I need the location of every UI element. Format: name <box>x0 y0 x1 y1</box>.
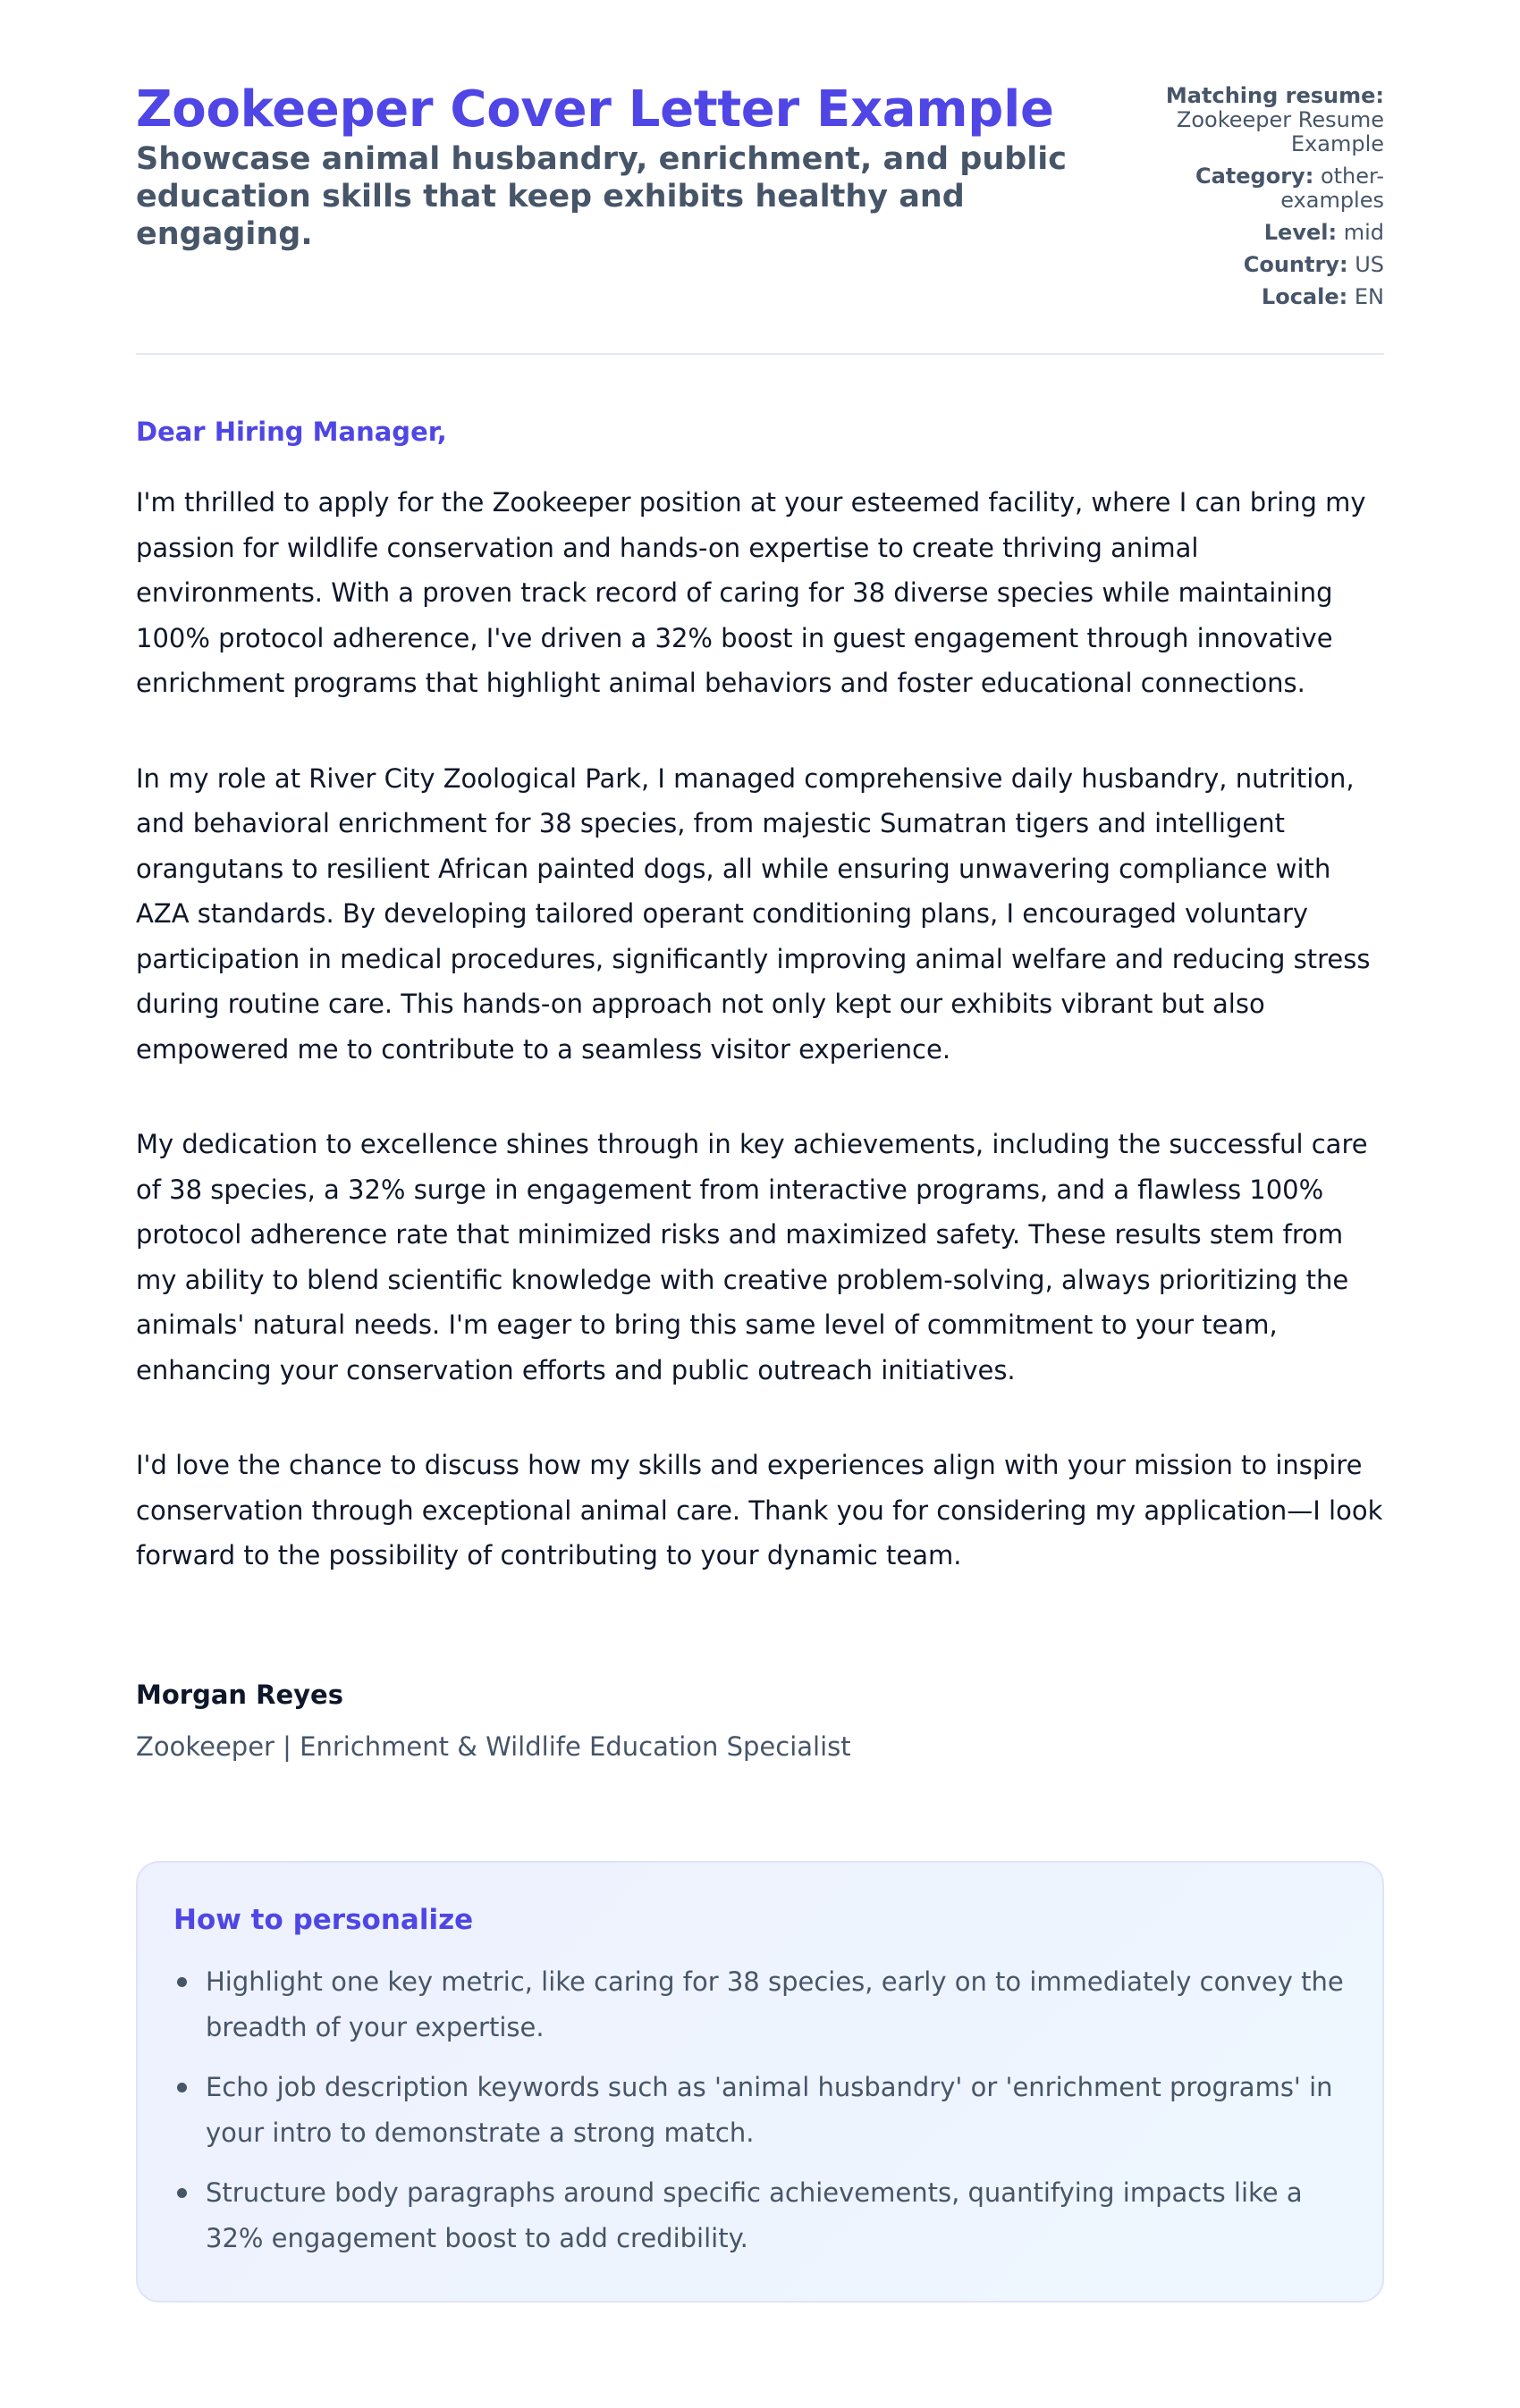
meta-locale <box>1161 285 1384 309</box>
signature-title: Zookeeper | Enrichment & Wildlife Education Specialist <box>136 1730 851 1762</box>
letter-paragraph: In my role at River City Zoological Park, I managed comprehensive daily husbandry, nutrition, and behavioral enrichment for 38 species, from majestic Sumatran tigers and intelligent orangutans to resilient African painted dogs, all while ensuring unwavering compliance with AZA standards. By developing tailored operant conditioning plans, I encouraged voluntary participation in medical procedures, significantly improving animal welfare and reducing stress during routine care. This hands-on approach not only kept our exhibits vibrant but also empowered me to contribute to a seamless visitor experience. <box>136 762 1371 1065</box>
meta-level <box>1161 221 1384 245</box>
meta-value: other-examples <box>1280 164 1384 213</box>
tips-list-item <box>173 2065 1347 2156</box>
page-title: Zookeeper Cover Letter Example <box>136 80 1054 139</box>
page-header <box>136 82 1384 317</box>
tips-item-text: Echo job description keywords such as 'animal husbandry' or 'enrichment programs' in your intro to demonstrate a strong match. <box>206 2071 1333 2148</box>
meta-country <box>1161 253 1384 277</box>
letter-paragraph: I'm thrilled to apply for the Zookeeper position at your esteemed facility, where I can bring my passion for wildlife conservation and hands-on expertise to create thriving animal environments. With a proven track record of caring for 38 diverse species while maintaining 100% protocol adherence, I've driven a 32% boost in guest engagement through innovative enrichment programs that highlight animal behaviors and foster educational connections. <box>136 487 1366 698</box>
matching-resume-link[interactable]: Zookeeper Resume Example <box>1176 107 1384 156</box>
tips-list-item <box>173 2170 1347 2261</box>
bullet-icon <box>177 1977 187 1987</box>
bullet-icon <box>177 2188 187 2198</box>
page-subtitle: Showcase animal husbandry, enrichment, and public education skills that keep exhibits healthy and engaging. <box>136 140 1068 252</box>
tips-list-item <box>173 1959 1347 2050</box>
meta-value: EN <box>1354 284 1384 309</box>
meta-matching-resume <box>1161 84 1384 156</box>
tips-item-text: Structure body paragraphs around specific achievements, quantifying impacts like a 32% engagement boost to add credibility. <box>206 2176 1303 2253</box>
meta-label: Matching resume: <box>1165 83 1384 108</box>
meta-label: Level: <box>1263 220 1338 245</box>
personalize-tips-card <box>136 1861 1384 2303</box>
tips-list <box>173 1959 1347 2261</box>
meta-label: Category: <box>1195 164 1314 189</box>
signature-block <box>136 1677 1384 1764</box>
letter-paragraph: My dedication to excellence shines through in key achievements, including the successful care of 38 species, a 32% surge in engagement from interactive programs, and a flawless 100% protocol adherence rate that minimized risks and maximized safety. These results stem from my ability to blend scientific knowledge with creative problem-solving, always prioritizing the animals' natural needs. I'm eager to bring this same level of commitment to your team, enhancing your conservation efforts and public outreach initiatives. <box>136 1129 1368 1385</box>
header-titles <box>136 82 1075 253</box>
header-divider <box>136 353 1384 355</box>
tips-item-text: Highlight one key metric, like caring for 38 species, early on to immediately convey the breadth of your expertise. <box>206 1966 1344 2042</box>
signature-name: Morgan Reyes <box>136 1679 343 1710</box>
bullet-icon <box>177 2083 187 2092</box>
meta-label: Locale: <box>1261 284 1348 309</box>
meta-panel <box>1161 82 1384 317</box>
meta-value: mid <box>1343 220 1384 245</box>
letter-greeting: Dear Hiring Manager, <box>136 417 447 447</box>
meta-label: Country: <box>1243 252 1348 277</box>
meta-value: US <box>1355 252 1384 277</box>
meta-category <box>1161 164 1384 213</box>
letter-paragraph: I'd love the chance to discuss how my skills and experiences align with your mission to inspire conservation through exceptional animal care. Thank you for considering my application—I look forward to the possibility of contributing to your dynamic team. <box>136 1450 1383 1570</box>
letter-body <box>136 414 1384 1764</box>
tips-heading: How to personalize <box>173 1903 474 1936</box>
